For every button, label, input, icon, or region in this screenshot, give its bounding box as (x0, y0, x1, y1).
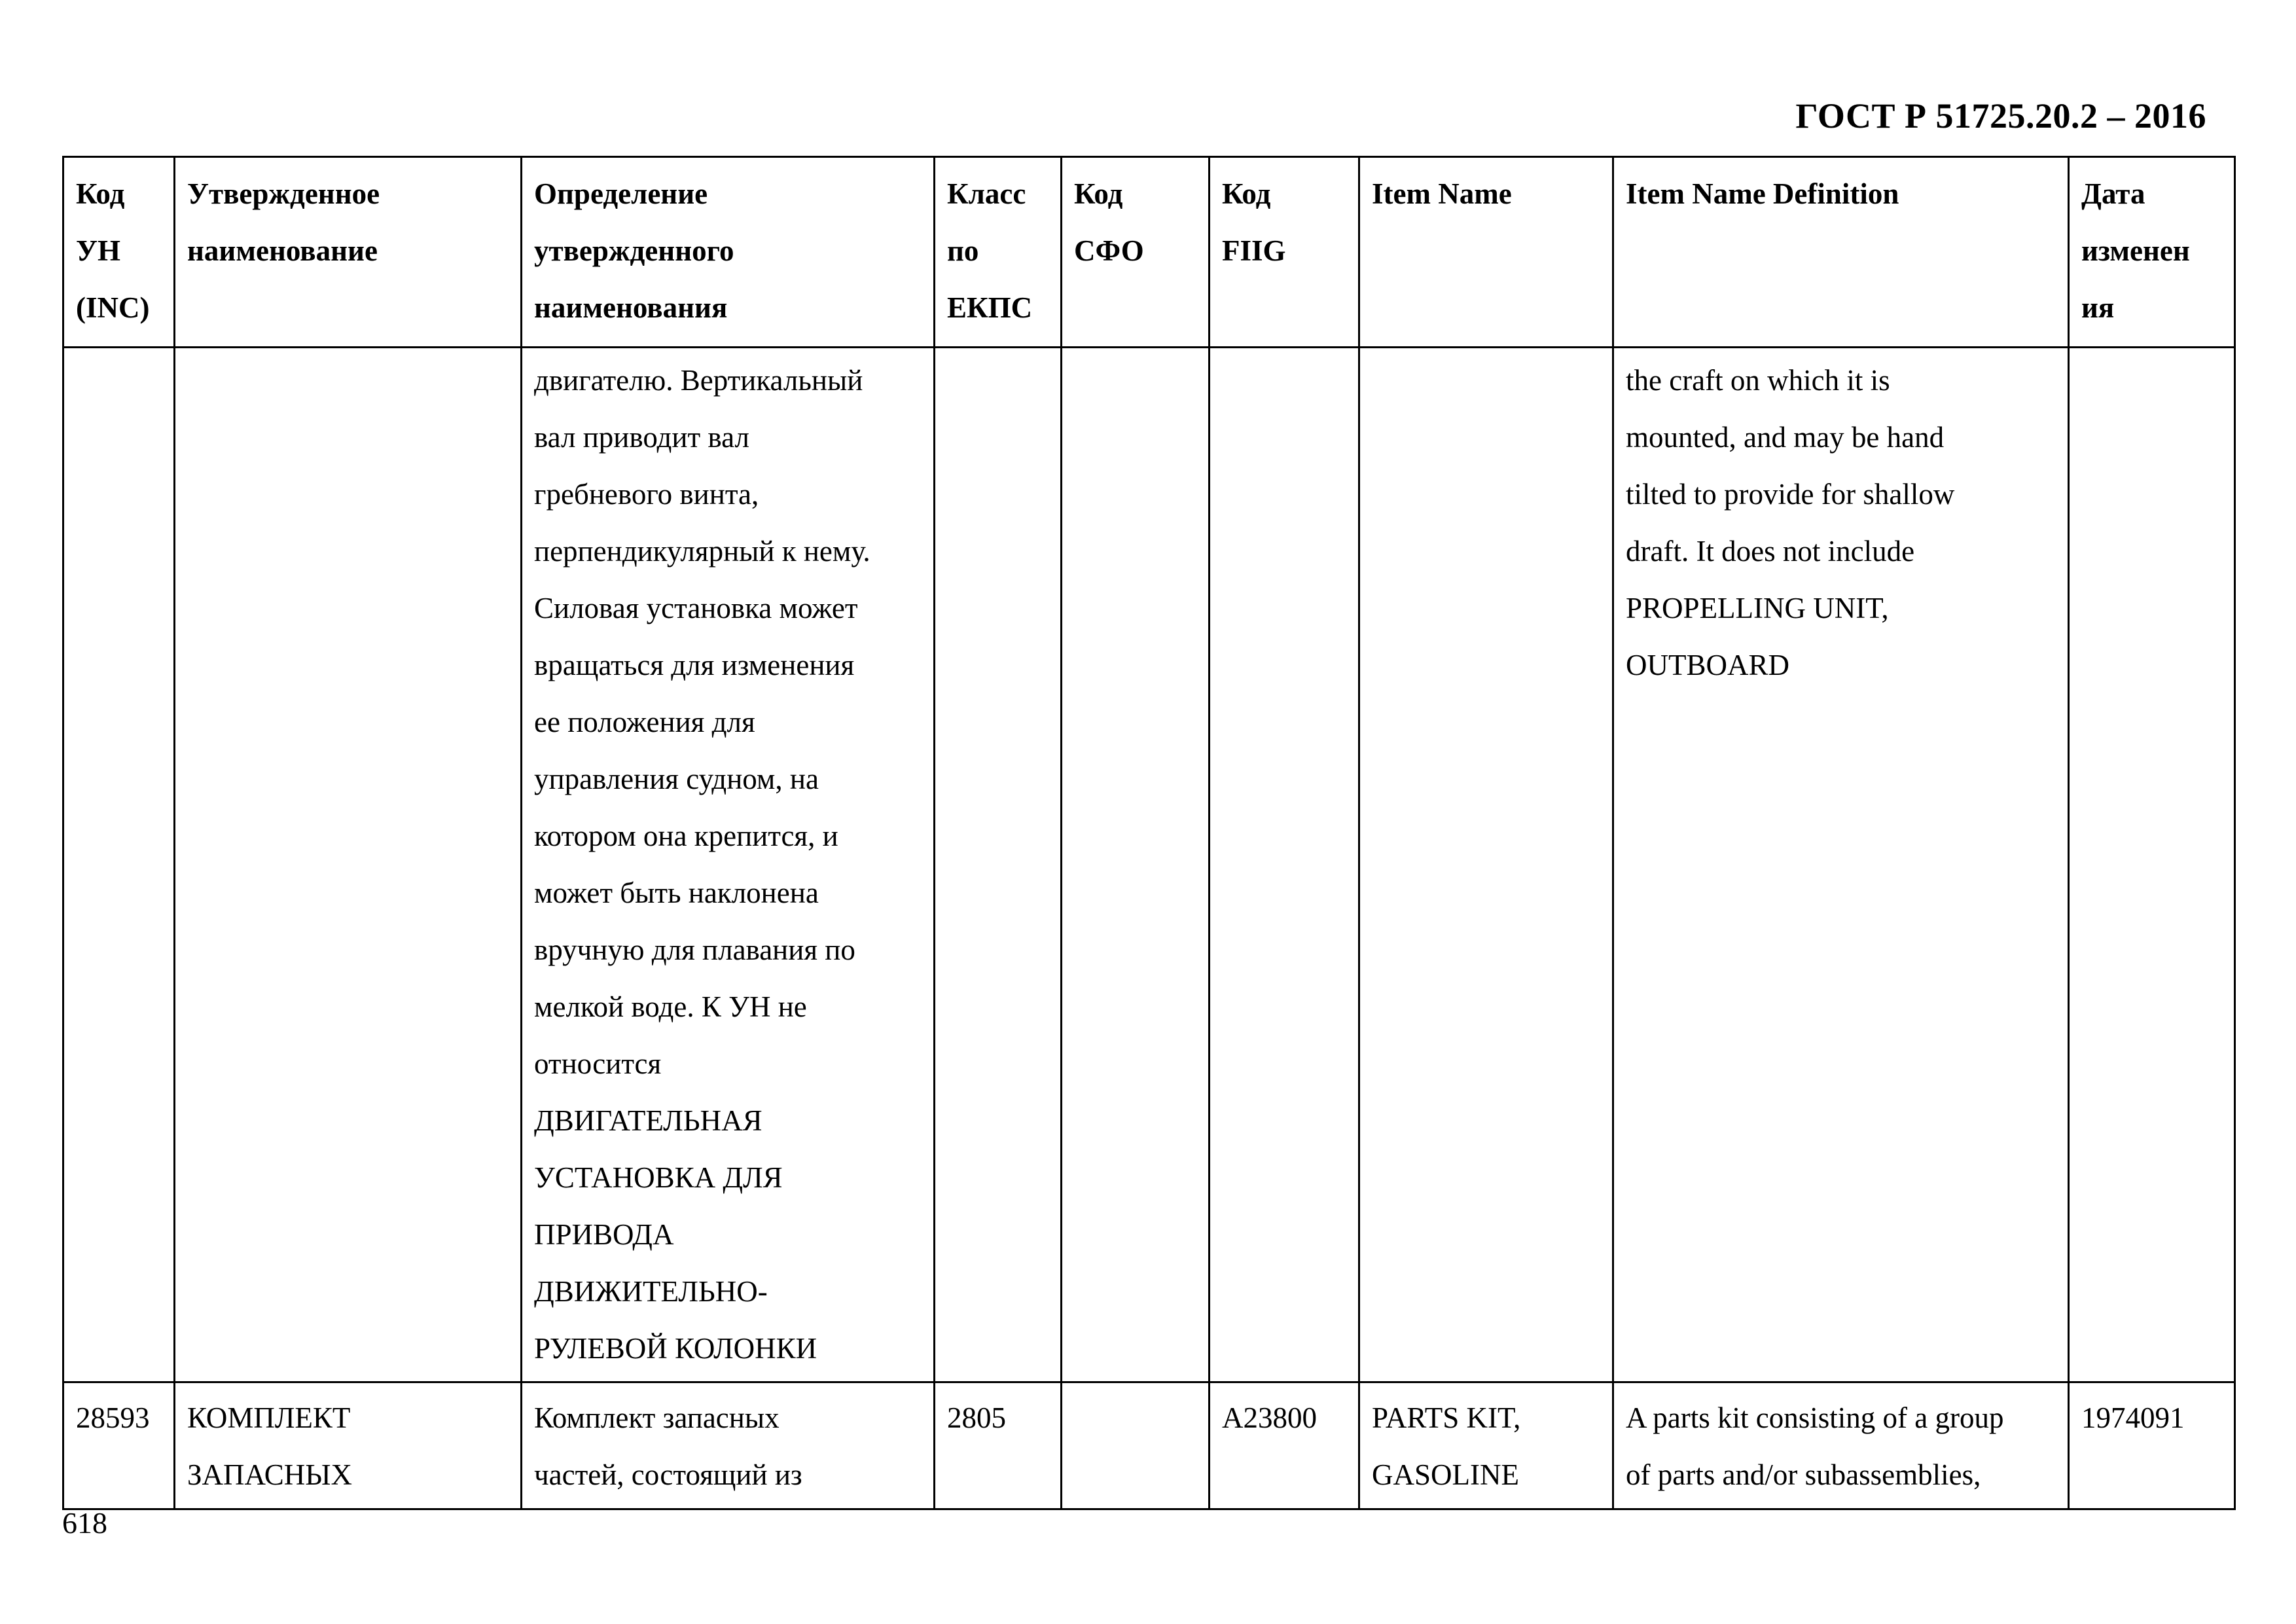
cell-item-name-definition: A parts kit consisting of a group of parts and/or subassemblies, (1613, 1382, 2069, 1509)
document-code-header: ГОСТ Р 51725.20.2 – 2016 (1795, 96, 2206, 135)
header-inc: Код УН (INC) (63, 157, 175, 348)
cell-ekps-class (935, 348, 1062, 1382)
cell-inc: 28593 (63, 1382, 175, 1509)
cell-sfo-code (1062, 348, 1210, 1382)
catalog-table (62, 156, 2236, 1510)
table-row (63, 1382, 2235, 1509)
header-sfo-code: Код СФО (1062, 157, 1210, 348)
cell-change-date: 1974091 (2069, 1382, 2235, 1509)
table-header-row (63, 157, 2235, 348)
header-approved-name: Утвержденное наименование (175, 157, 522, 348)
cell-item-name: PARTS KIT, GASOLINE (1359, 1382, 1613, 1509)
cell-approved-name (175, 348, 522, 1382)
header-name-definition: Определение утвержденного наименования (522, 157, 935, 348)
cell-item-name-definition: the craft on which it is mounted, and may be hand tilted to provide for shallow draft. It does not include PROPELLING UNIT, OUTBOARD (1613, 348, 2069, 1382)
cell-name-definition: двигателю. Вертикальный вал приводит вал гребневого винта, перпендикулярный к нему. Силовая установка может вращаться для изменения ее положения для управления судном, на котором она крепится, и может быть наклонена вручную для плавания по мелкой воде. К УН не относится ДВИГАТЕЛЬНАЯ УСТАНОВКА ДЛЯ ПРИВОДА ДВИЖИТЕЛЬНО- РУЛЕВОЙ КОЛОНКИ (522, 348, 935, 1382)
cell-ekps-class: 2805 (935, 1382, 1062, 1509)
table-row (63, 348, 2235, 1382)
header-change-date: Дата изменен ия (2069, 157, 2235, 348)
header-item-name-definition: Item Name Definition (1613, 157, 2069, 348)
header-item-name: Item Name (1359, 157, 1613, 348)
cell-fiig-code (1210, 348, 1359, 1382)
cell-item-name (1359, 348, 1613, 1382)
header-fiig-code: Код FIIG (1210, 157, 1359, 348)
cell-change-date (2069, 348, 2235, 1382)
page-number: 618 (62, 1506, 107, 1540)
cell-inc (63, 348, 175, 1382)
cell-fiig-code: A23800 (1210, 1382, 1359, 1509)
header-ekps-class: Класс по ЕКПС (935, 157, 1062, 348)
cell-name-definition: Комплект запасных частей, состоящий из (522, 1382, 935, 1509)
cell-approved-name: КОМПЛЕКТ ЗАПАСНЫХ (175, 1382, 522, 1509)
cell-sfo-code (1062, 1382, 1210, 1509)
